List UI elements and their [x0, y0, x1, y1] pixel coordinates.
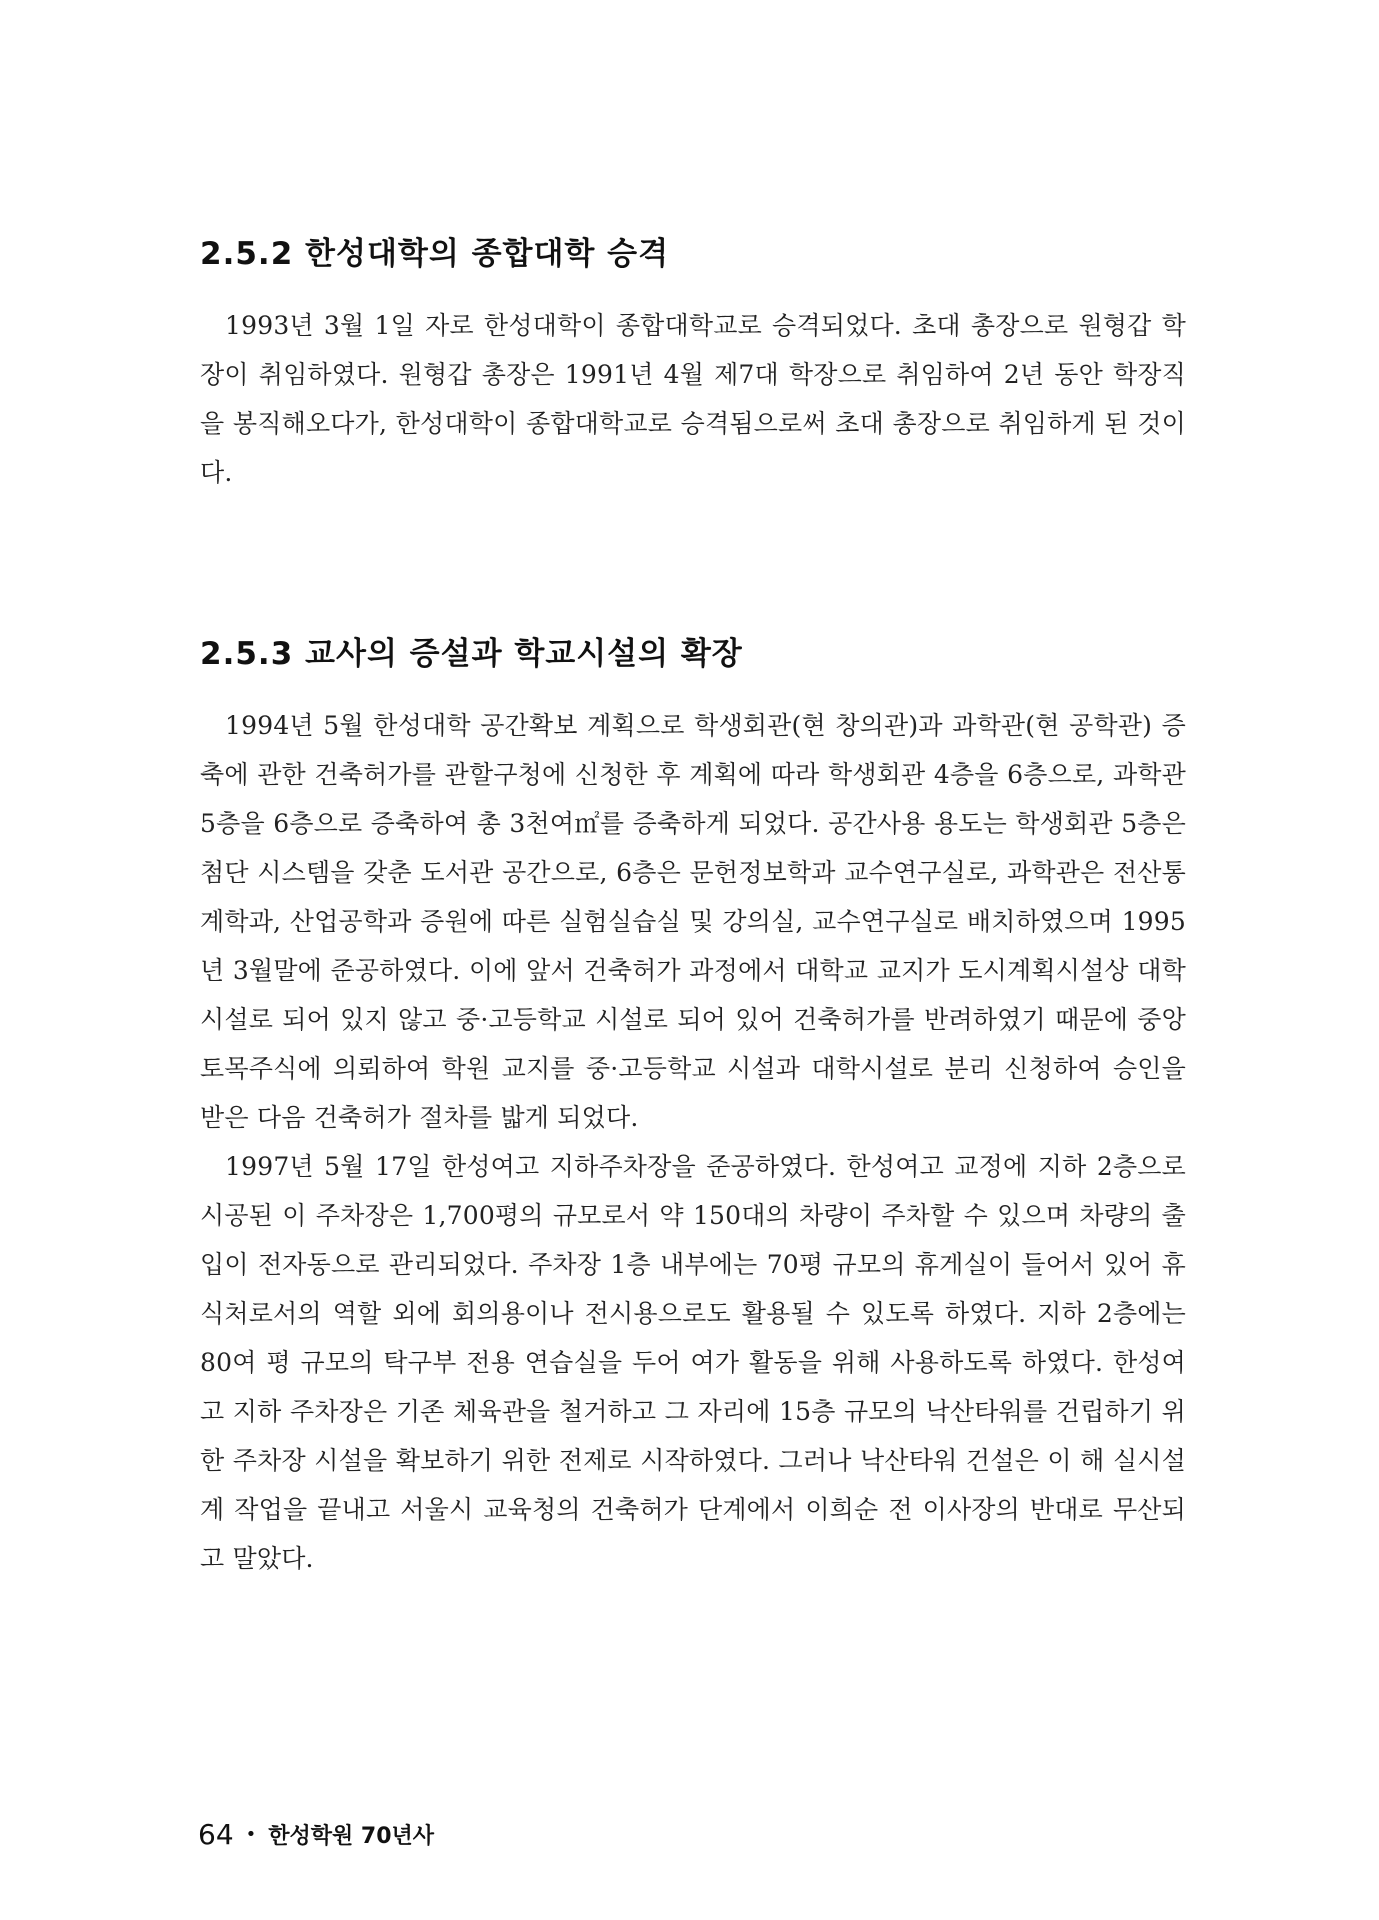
section-2-5-2	[200, 228, 1186, 497]
book-title: 한성학원 70년사	[268, 1824, 435, 1849]
section-2-5-3	[200, 628, 1186, 1583]
paragraph: 1997년 5월 17일 한성여고 지하주차장을 준공하였다. 한성여고 교정에 지하 2층으로 시공된 이 주차장은 1,700평의 규모로서 약 150대의 차량이 주차할 수 있으며 차량의 출입이 전자동으로 관리되었다. 주차장 1층 내부에는 70평 규모의 휴게실이 들어서 있어 휴식처로서의 역할 외에 회의용이나 전시용으로도 활용될 수 있도록 하였다. 지하 2층에는 80여 평 규모의 탁구부 전용 연습실을 두어 여가 활동을 위해 사용하도록 하였다. 한성여고 지하 주차장은 기존 체육관을 철거하고 그 자리에 15층 규모의 낙산타워를 건립하기 위한 주차장 시설을 확보하기 위한 전제로 시작하였다. 그러나 낙산타워 건설은 이 해 실시설계 작업을 끝내고 서울시 교육청의 건축허가 단계에서 이희순 전 이사장의 반대로 무산되고 말았다.	[200, 1152, 1186, 1573]
bullet-separator: •	[245, 1824, 257, 1845]
page-footer	[198, 1818, 434, 1851]
section-heading: 2.5.2 한성대학의 종합대학 승격	[200, 236, 670, 272]
page-number: 64	[198, 1818, 234, 1851]
paragraph: 1994년 5월 한성대학 공간확보 계획으로 학생회관(현 창의관)과 과학관(현 공학관) 증축에 관한 건축허가를 관할구청에 신청한 후 계획에 따라 학생회관 4층을 6층으로, 과학관 5층을 6층으로 증축하여 총 3천여㎡를 증축하게 되었다. 공간사용 용도는 학생회관 5층은 첨단 시스템을 갖춘 도서관 공간으로, 6층은 문헌정보학과 교수연구실로, 과학관은 전산통계학과, 산업공학과 증원에 따른 실험실습실 및 강의실, 교수연구실로 배치하였으며 1995년 3월말에 준공하였다. 이에 앞서 건축허가 과정에서 대학교 교지가 도시계획시설상 대학시설로 되어 있지 않고 중·고등학교 시설로 되어 있어 건축허가를 반려하였기 때문에 중앙토목주식에 의뢰하여 학원 교지를 중·고등학교 시설과 대학시설로 분리 신청하여 승인을 받은 다음 건축허가 절차를 밟게 되었다.	[200, 711, 1186, 1132]
section-heading: 2.5.3 교사의 증설과 학교시설의 확장	[200, 636, 743, 672]
paragraph: 1993년 3월 1일 자로 한성대학이 종합대학교로 승격되었다. 초대 총장으로 원형갑 학장이 취임하였다. 원형갑 총장은 1991년 4월 제7대 학장으로 취임하여 2년 동안 학장직을 봉직해오다가, 한성대학이 종합대학교로 승격됨으로써 초대 총장으로 취임하게 된 것이다.	[200, 311, 1186, 487]
